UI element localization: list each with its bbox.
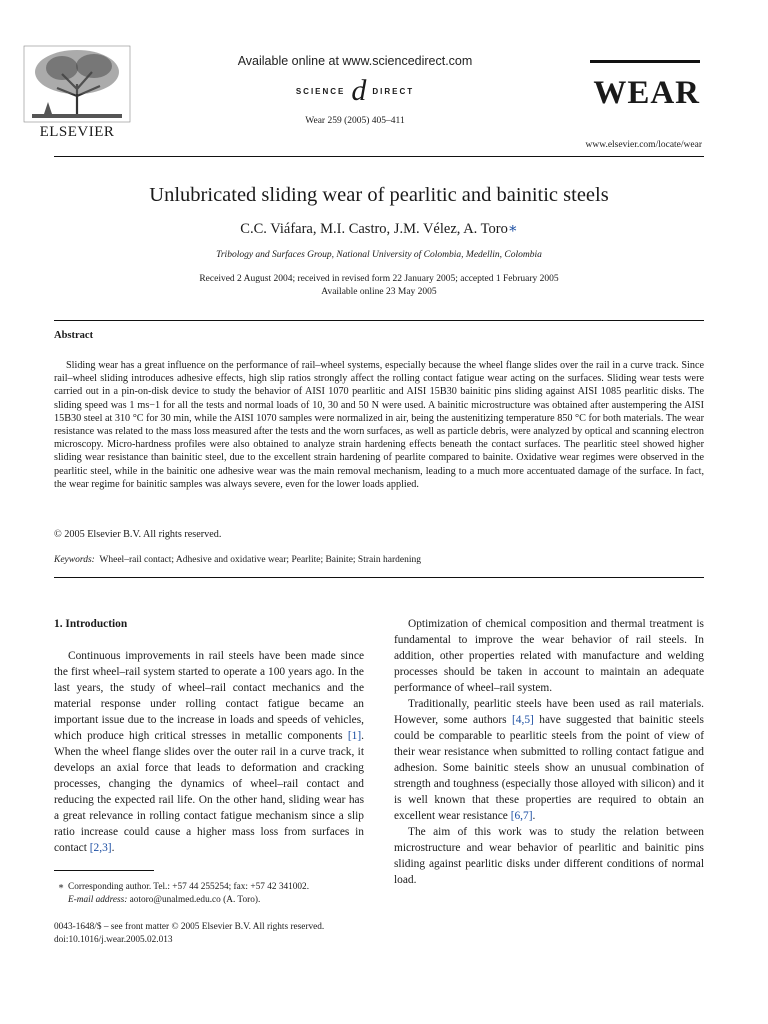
email-label: E-mail address: — [68, 894, 128, 905]
reference-link-4-5[interactable]: [4,5] — [512, 714, 534, 726]
intro-paragraph-1 — [54, 648, 364, 856]
publisher-name: ELSEVIER — [39, 124, 115, 140]
abstract-copyright: © 2005 Elsevier B.V. All rights reserved. — [54, 529, 222, 540]
front-matter — [54, 921, 394, 947]
available-date: Available online 23 May 2005 — [321, 287, 437, 297]
affiliation: Tribology and Surfaces Group, National University of Colombia, Medellin, Colombia — [216, 250, 542, 260]
intro-p1-text-c: . — [111, 842, 115, 854]
abstract-bottom-divider — [54, 577, 704, 578]
intro-paragraph-3 — [394, 696, 704, 824]
corresponding-author-link[interactable]: ∗ — [507, 221, 518, 237]
journal-logo — [590, 60, 700, 111]
keywords — [54, 555, 704, 565]
received-dates: Received 2 August 2004; received in revised form 22 January 2005; accepted 1 February 2005 — [199, 274, 559, 284]
intro-paragraph-2: Optimization of chemical composition and thermal treatment is fundamental to improve the wear behavior of rail steels. In addition, other properties related with manufacture and welding processes should be taken in account to maintain an adequate performance of wheel–rail system. — [394, 618, 704, 694]
available-online-link[interactable]: Available online at www.sciencedirect.com — [237, 54, 473, 68]
email-link[interactable]: aotoro@unalmed.edu.co (A. Toro). — [129, 894, 261, 905]
sciencedirect-logo — [200, 74, 510, 107]
doi-link[interactable]: doi:10.1016/j.wear.2005.02.013 — [54, 935, 173, 945]
journal-url-link[interactable]: www.elsevier.com/locate/wear — [585, 140, 702, 150]
reference-link-1[interactable]: [1] — [347, 730, 362, 742]
footnote-symbol: ∗ — [57, 882, 65, 892]
intro-p3-text-c: . — [532, 810, 536, 822]
elsevier-tree-logo-icon — [22, 44, 132, 136]
journal-citation: Wear 259 (2005) 405–411 — [305, 116, 405, 126]
intro-p3-text-b: have suggested that bainitic steels could be comparable to pearlitic steels from the point of view of their wear resistance when submitted to rolling contact fatigue and adhesion. Some bainitic steels show an unusual combination of strength and toughness (especially those alloyed with silicon) and it is well known that these properties are required to obtain an excellent wear resistance — [394, 714, 704, 822]
keywords-label: Keywords: — [54, 555, 95, 565]
issn-line: 0043-1648/$ – see front matter © 2005 Elsevier B.V. All rights reserved. — [54, 922, 325, 932]
reference-link-6-7[interactable]: [6,7] — [510, 810, 533, 822]
header-divider — [54, 156, 704, 157]
article-dates — [54, 273, 704, 299]
intro-paragraph-4: The aim of this work was to study the relation between microstructure and wear behavior of pearlitic and bainitic pins sliding against pearlitic disks under different conditions of normal load. — [394, 826, 704, 886]
sd-mark-icon: d — [351, 74, 367, 107]
journal-rule — [590, 60, 700, 63]
sciencedirect-header — [200, 54, 510, 126]
authors-text: C.C. Viáfara, M.I. Castro, J.M. Vélez, A. Toro — [240, 221, 508, 237]
keywords-list: Wheel–rail contact; Adhesive and oxidative wear; Pearlite; Bainite; Strain hardening — [99, 555, 421, 565]
abstract-text: Sliding wear has a great influence on the performance of rail–wheel systems, especially because the wheel flange slides over the rail in a curve track. Since rail–wheel sliding introduces adhesive effects, high slip ratios strongly affect the rolling contact fatigue wear acting on the surfaces. Sliding wear tests were carried out in a pin-on-disk device to study the behavior of AISI 1070 pearlitic and AISI 15B30 bainitic pins sliding against AISI 1085 pearlitic disks. The sliding speed was 1 ms−1 for all the tests and normal loads of 10, 30 and 50 N were used. A bainitic microstructure was obtained after austempering the AISI 15B30 steel at 310 °C for 30 min, while the AISI 1070 samples were normalized in air, being the austenitizing temperature 850 °C for both materials. The wear resistance was related to the mass loss measured after the tests and the worn surfaces, as well as particle debris, were analyzed by optical and scanning electron microscopy. Micro-hardness profiles were also obtained to analyze strain hardening effects beneath the contact surfaces. The pearlitic steel showed higher sliding wear resistance than bainitic steel, due to the excellent strain hardening of pearlite compared to bainite. Oxidative wear regimes were observed in the pearlitic steel, while in the bainitic one adhesive wear was the main removal mechanism, leading to a much more accentuated damage of the surface. In fact, the wear regime for bainitic samples was always severe, even for the lower loads applied. — [54, 360, 704, 490]
intro-p1-text-b: . When the wheel flange slides over the outer rail in a curve track, it develops an axial force that leads to deformation and cracking processes, changing the dynamics of wheel–rail contact and reducing the expected rail life. On the other hand, sliding wear has a great relevance in rolling contact fatigue mechanism since a slip ratio increase could cause a higher mass loss from surfaces in contact — [54, 730, 364, 854]
section-heading-introduction: 1. Introduction — [54, 618, 128, 630]
reference-link-2-3[interactable]: [2,3] — [89, 842, 112, 854]
abstract-body — [54, 359, 704, 491]
abstract-heading: Abstract — [54, 330, 94, 341]
left-column — [54, 616, 364, 856]
footnote-divider — [54, 870, 154, 871]
intro-p1-text-a: Continuous improvements in rail steels have been made since the first wheel–rail system started to operate a 100 years ago. In the last years, the study of wheel–rail contact mechanics and the material response under rolling contact fatigue became an important issue due to the increase in loads and speeds of vehicles, which produce high critical stresses in metallic components — [54, 650, 364, 742]
author-list — [54, 221, 704, 238]
abstract-top-divider — [54, 320, 704, 321]
sd-left-text: SCIENCE — [295, 86, 346, 96]
corresponding-author-note — [54, 881, 374, 894]
journal-title: WEAR — [593, 75, 700, 111]
sd-right-text: DIRECT — [372, 86, 415, 96]
right-column — [394, 616, 704, 888]
intro-p3-text-a: Traditionally, pearlitic steels have been used as rail materials. However, some authors — [394, 698, 704, 726]
article-title: Unlubricated sliding wear of pearlitic and bainitic steels — [149, 184, 609, 206]
email-line — [54, 894, 374, 907]
corresponding-author-text: Corresponding author. Tel.: +57 44 255254; fax: +57 42 341002. — [68, 882, 310, 892]
footnote — [54, 881, 374, 906]
